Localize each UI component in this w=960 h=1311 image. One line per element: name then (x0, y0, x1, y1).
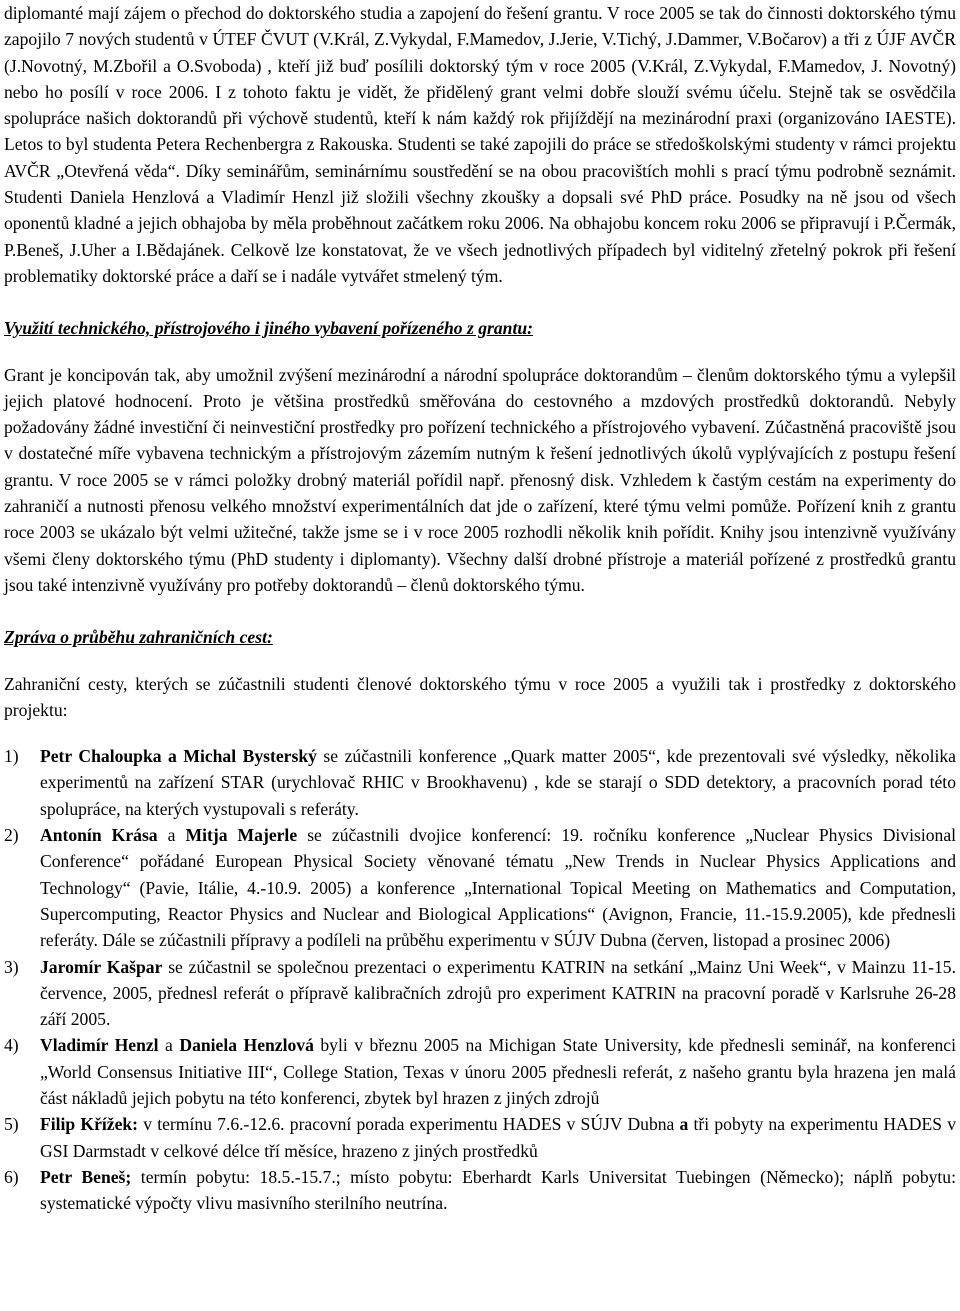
item-body: se zúčastnili dvojice konferencí: 19. ročníku konference „Nuclear Physics Divisional Conference“ pořádané European Physical Society věnované tématu „New Trends in Nuclear Physics Applications and Technology“ (Pavie, Itálie, 4.-10.9. 2005) a konference „International Topical Meeting on Mathematics and Computation, Supercomputing, Reactor Physics and Nuclear and Biological Applications“ (Avignon, Francie, 11.-15.9.2005), kde přednesli referáty. Dále se zúčastnili přípravy a podíleli na průběhu experimentu v SÚJV Dubna (červen, listopad a prosinec 2006) (40, 825, 957, 951)
list-item (4, 954, 956, 1033)
item-text (40, 822, 956, 953)
item-text (40, 1164, 956, 1217)
item-text (40, 1032, 956, 1111)
item-number: 3) (4, 956, 19, 977)
item-body: tři pobyty na experimentu HADES v GSI Darmstadt v celkové délce tří měsíce, hrazeno z jiných prostředků (40, 1114, 956, 1161)
equipment-paragraph: Grant je koncipován tak, aby umožnil zvýšení mezinárodní a národní spolupráce doktorandům – členům doktorského týmu a vylepšil jejich platové hodnocení. Proto je většina prostředků směřována do cestovného a mzdových prostředků doktorandů. Nebyly požadovány žádné investiční či neinvestiční prostředky pro pořízení technického a přístrojového vybavení. Zúčastněná pracoviště jsou v dostatečné míře vybavena technickým a přístrojovým zázemím nutným k řešení jednotlivých úkolů vyplývajících z postupu řešení grantu. V roce 2005 se v rámci položky drobný materiál pořídil např. přenosný disk. Vzhledem k častým cestám na experimenty do zahraničí a nutnosti přenosu velkého množství experimentálních dat jde o zařízení, které týmu velmi pomůže. Pořízení knih z grantu roce 2003 se ukázalo být velmi užitečné, takže jsme se i v roce 2005 rozhodli několik knih pořídit. Knihy jsou intenzivně využívány všemi členy doktorského týmu (PhD studenty i diplomanty). Všechny další drobné přístroje a materiál pořízené z prostředků grantu jsou také intenzivně využívány pro potřeby doktorandů – členů doktorského týmu. (4, 364, 956, 595)
trips-list (4, 743, 956, 1216)
bold-conjunction: a (679, 1114, 689, 1135)
item-body-pre: v termínu 7.6.-12.6. pracovní porada experimentu HADES v SÚJV Dubna (138, 1114, 680, 1135)
item-body: byli v březnu 2005 na Michigan State University, kde přednesli seminář, na konferenci „World Consensus Initiative III“, College Station, Texas v únoru 2005 přednesli referát, z našeho grantu byla hrazena jen malá část nákladů jejich pobytu na této konferenci, zbytek byl hrazen z jiných zdrojů (40, 1035, 956, 1108)
list-item (4, 743, 956, 822)
item-number: 2) (4, 825, 19, 846)
spacer (4, 342, 956, 362)
person-name: Jaromír Kašpar (40, 956, 163, 977)
trips-intro: Zahraniční cesty, kterých se zúčastnili studenti členové doktorského týmu v roce 2005 a využili tak i prostředky z doktorského projektu: (4, 673, 956, 720)
equipment-heading: Využití technického, přístrojového i jiného vybavení pořízeného z grantu: (4, 318, 533, 339)
item-number: 6) (4, 1166, 19, 1187)
person-name: Antonín Krása (40, 825, 158, 846)
person-name: Petr Beneš; (40, 1166, 132, 1187)
list-item (4, 1164, 956, 1217)
list-item (4, 1111, 956, 1164)
spacer (4, 289, 956, 315)
person-name: Vladimír Henzl (40, 1035, 159, 1056)
spacer (4, 723, 956, 743)
spacer (4, 651, 956, 671)
item-body: termín pobytu: 18.5.-15.7.; místo pobytu: Eberhardt Karls Universitat Tuebingen (Německo); náplň pobytu: systematické výpočty vlivu masivního sterilního neutrína. (40, 1166, 956, 1214)
person-name: Daniela Henzlová (179, 1035, 314, 1056)
item-number: 1) (4, 746, 19, 767)
trips-heading: Zpráva o průběhu zahraničních cest: (4, 627, 273, 648)
item-body: se zúčastnili konference „Quark matter 2005“, kde prezentovali své výsledky, několika experimentů na zařízení STAR (urychlovač RHIC v Brookhavenu) , kde se starají o SDD detektory, a pracovních porad této spolupráce, na kterých vystupovali s referáty. (40, 746, 956, 819)
list-item (4, 1032, 956, 1111)
name-joiner: a (157, 825, 186, 846)
item-text (40, 1111, 956, 1164)
name-joiner: a (158, 1035, 180, 1056)
person-name: Mitja Majerle (185, 825, 298, 846)
person-names: Petr Chaloupka a Michal Bysterský (40, 746, 317, 767)
list-item (4, 822, 956, 953)
item-body: se zúčastnil se společnou prezentaci o experimentu KATRIN na setkání „Mainz Uni Week“, v Mainzu 11-15. července, 2005, přednesl referát o přípravě kalibračních zdrojů pro experiment KATRIN na pracovní poradě v Karlsruhe 26-28 září 2005. (40, 956, 956, 1030)
intro-paragraph: diplomanté mají zájem o přechod do doktorského studia a zapojení do řešení grantu. V roce 2005 se tak do činnosti doktorského týmu zapojilo 7 nových studentů v ÚTEF ČVUT (V.Král, Z.Vykydal, F.Mamedov, J.Jerie, V.Tichý, J.Dammer, V.Bočarov) a tři z ÚJF AVČR (J.Novotný, M.Zbořil a O.Svoboda) , kteří již buď posílili doktorský tým v roce 2005 (V.Král, Z.Vykydal, F.Mamedov, J. Novotný) nebo ho posílí v roce 2006. I z tohoto faktu je vidět, že přidělený grant velmi dobře slouží svému účelu. Stejně tak se osvědčila spolupráce našich doktorandů při výchově studentů, kteří k nám každý rok přijíždějí na mezinárodní praxi (organizováno IAESTE). Letos to byl studenta Petera Rechenbergra z Rakouska. Studenti se také zapojili do práce se středoškolskými studenty v rámci projektu AVČR „Otevřená věda“. Díky seminářům, seminárnímu soustředění se na obou pracovištích mohli s prací týmu podrobně seznámit. Studenti Daniela Henzlová a Vladimír Henzl již složili všechny zkoušky a dopsali své PhD práce. Posudky na ně jsou od všech oponentů kladné a jejich obhajoba by měla proběhnout začátkem roku 2006. Na obhajobu koncem roku 2006 se připravují i P.Čermák, P.Beneš, J.Uher a I.Bědajánek. Celkově lze konstatovat, že ve všech jednotlivých případech byl viditelný zřetelný pokrok při řešení problematiky doktorské práce a daří se i nadále vytvářet stmelený tým. (4, 3, 956, 286)
item-number: 5) (4, 1114, 19, 1135)
item-text (40, 954, 956, 1033)
item-text (40, 743, 956, 822)
person-name: Filip Křížek: (40, 1114, 139, 1135)
spacer (4, 598, 956, 624)
item-number: 4) (4, 1035, 19, 1056)
